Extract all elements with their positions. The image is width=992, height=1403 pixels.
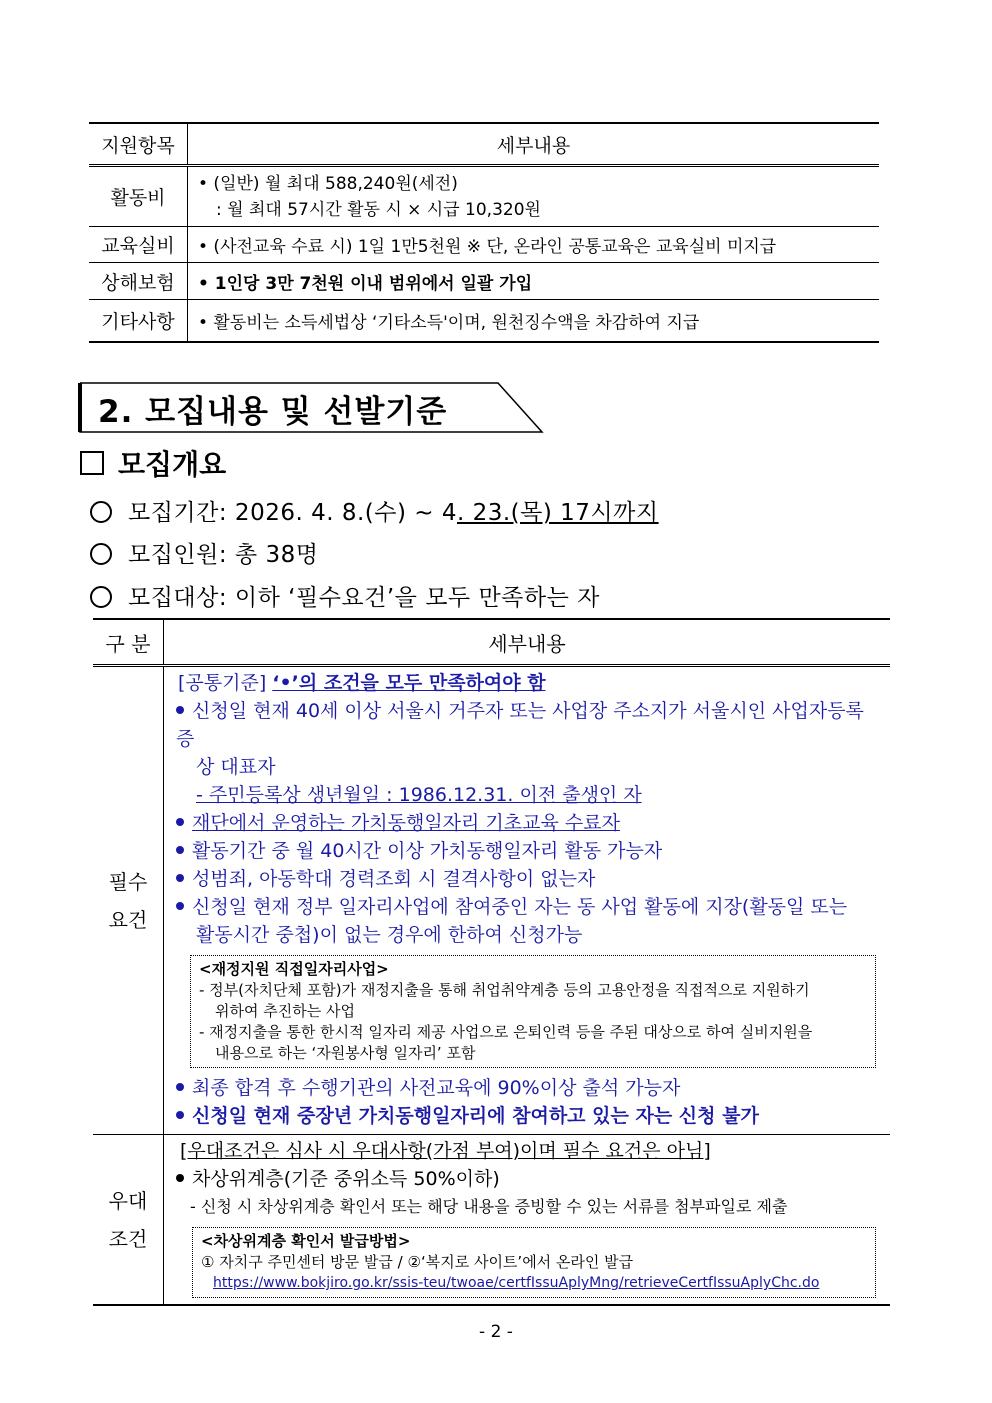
preferred-label: [93, 1135, 164, 1306]
count-text: 모집인원: 총 38명: [128, 542, 319, 568]
list-item: [176, 809, 882, 837]
row-content: • 활동비는 소득세법상 ‘기타소득'이며, 원천징수액을 차감하여 지급: [188, 300, 880, 342]
target-bullet: [90, 579, 600, 612]
target-text: 모집대상: 이하 ‘필수요건’을 모두 만족하는 자: [128, 585, 600, 611]
support-table-header: [89, 123, 879, 166]
period-text: 모집기간: 2026. 4. 8.(수) ~ 4: [128, 500, 457, 526]
list-subitem: - 주민등록상 생년월일 : 1986.12.31. 이전 출생인 자: [196, 784, 642, 806]
item-text: 신청일 현재 40세 이상 서울시 거주자 또는 사업장 주소지가 서울시인 사업자등록증: [176, 700, 864, 750]
preferred-label-line: 우대: [108, 1188, 148, 1213]
preferred-label-line: 조건: [108, 1226, 148, 1251]
checkbox-square-icon: [80, 451, 104, 475]
bokjiro-link[interactable]: https://www.bokjiro.go.kr/ssis-teu/twoae/certfIssuAplyMng/retrieveCertfIssuAplyChc.do: [213, 1275, 820, 1291]
bullet-dot-icon: [176, 818, 184, 826]
box-title: <차상위계층 확인서 발급방법>: [201, 1232, 411, 1250]
bullet-dot-icon: [176, 1083, 184, 1091]
common-criteria: [176, 669, 882, 697]
item-text: 활동기간 중 월 40시간 이상 가치동행일자리 활동 가능자: [192, 840, 663, 862]
row-label: 활동비: [89, 166, 188, 227]
table-row: [89, 227, 879, 263]
circle-bullet-icon: [90, 543, 112, 565]
common-text: ‘•’의 조건을 모두 만족하여야 함: [272, 672, 546, 694]
box-title: <재정지원 직접일자리사업>: [199, 960, 389, 978]
box-line: 위하여 추진하는 사업: [215, 1002, 355, 1020]
section-title: 2. 모집내용 및 선발기준: [98, 394, 448, 430]
list-item: [176, 865, 882, 893]
count-bullet: [90, 536, 318, 569]
period-deadline: . 23.(목) 17시까지: [456, 500, 659, 526]
list-item: [176, 1102, 882, 1130]
box-line: - 재정지출을 통한 한시적 일자리 제공 사업으로 은퇴인력 등을 주된 대상으로 하여 실비지원을: [199, 1023, 813, 1041]
certificate-box: [192, 1227, 876, 1298]
list-subitem: - 신청 시 차상위계층 확인서 또는 해당 내용을 증빙할 수 있는 서류를 첨부파일로 제출: [190, 1197, 788, 1216]
direct-job-box: [190, 955, 876, 1068]
list-item-cont: 활동시간 중첩)이 없는 경우에 한하여 신청가능: [196, 924, 583, 946]
circle-bullet-icon: [90, 586, 112, 608]
preferred-note: [우대조건은 심사 시 우대사항(가점 부여)이며 필수 요건은 아님]: [180, 1140, 711, 1162]
item-text: 차상위계층(기준 중위소득 50%이하): [192, 1168, 500, 1190]
list-item: [176, 837, 882, 865]
preferred-content: [164, 1135, 891, 1306]
row-content: • 1인당 3만 7천원 이내 범위에서 일괄 가입: [188, 263, 880, 300]
item-text: 신청일 현재 중장년 가치동행일자리에 참여하고 있는 자는 신청 불가: [192, 1105, 759, 1127]
row-content: [188, 166, 880, 227]
common-tag: [공통기준]: [178, 672, 267, 694]
list-item: [176, 1165, 882, 1193]
box-line: ① 자치구 주민센터 방문 발급 / ②‘복지로 사이트’에서 온라인 발급: [201, 1253, 634, 1271]
required-content: [164, 666, 891, 1135]
subsection-heading: [80, 443, 226, 483]
required-label: [93, 666, 164, 1135]
bullet-dot-icon: [176, 1174, 184, 1182]
list-item-cont: 상 대표자: [196, 756, 276, 778]
list-item: [176, 1074, 882, 1102]
row-label: 상해보험: [89, 263, 188, 300]
row-label: 교육실비: [89, 227, 188, 263]
list-item: [176, 893, 882, 921]
required-label-line: 필수: [108, 869, 148, 894]
box-line: - 정부(자치단체 포함)가 재정지출을 통해 취업취약계층 등의 고용안정을 직접적으로 지원하기: [199, 981, 810, 999]
bullet-dot-icon: [176, 1111, 184, 1119]
circle-bullet-icon: [90, 501, 112, 523]
page-number: - 2 -: [479, 1322, 513, 1342]
bullet-dot-icon: [176, 902, 184, 910]
criteria-table-header: [93, 619, 890, 666]
list-item: [176, 697, 882, 753]
item-text: 최종 합격 후 수행기관의 사전교육에 90%이상 출석 가능자: [192, 1077, 681, 1099]
section-heading: [78, 380, 544, 434]
period-bullet: [90, 494, 659, 527]
header-detail: 세부내용: [164, 619, 891, 666]
row-line: : 월 최대 57시간 활동 시 × 시급 10,320원: [216, 199, 541, 220]
item-text: 신청일 현재 정부 일자리사업에 참여중인 자는 동 사업 활동에 지장(활동일 또는: [192, 896, 848, 918]
table-row: [89, 300, 879, 342]
row-label: 기타사항: [89, 300, 188, 342]
table-row: [89, 166, 879, 227]
header-detail: 세부내용: [188, 123, 880, 166]
row-line: • (일반) 월 최대 588,240원(세전): [198, 173, 458, 194]
item-text: 성범죄, 아동학대 경력조회 시 결격사항이 없는자: [192, 868, 596, 890]
subsection-title: 모집개요: [118, 448, 227, 481]
bullet-dot-icon: [176, 846, 184, 854]
header-item: 지원항목: [89, 123, 188, 166]
table-row: [89, 263, 879, 300]
bullet-dot-icon: [176, 706, 184, 714]
criteria-table: [93, 618, 890, 1306]
required-row: [93, 666, 890, 1135]
box-line: 내용으로 하는 ‘자원봉사형 일자리’ 포함: [215, 1044, 476, 1062]
row-content: • (사전교육 수료 시) 1일 1만5천원 ※ 단, 온라인 공통교육은 교육실비 미지급: [188, 227, 880, 263]
header-category: 구 분: [93, 619, 164, 666]
preferred-row: [93, 1135, 890, 1306]
item-text: 재단에서 운영하는 가치동행일자리 기초교육 수료자: [192, 812, 620, 834]
bullet-dot-icon: [176, 874, 184, 882]
required-label-line: 요건: [108, 907, 148, 932]
support-table: [89, 122, 879, 343]
